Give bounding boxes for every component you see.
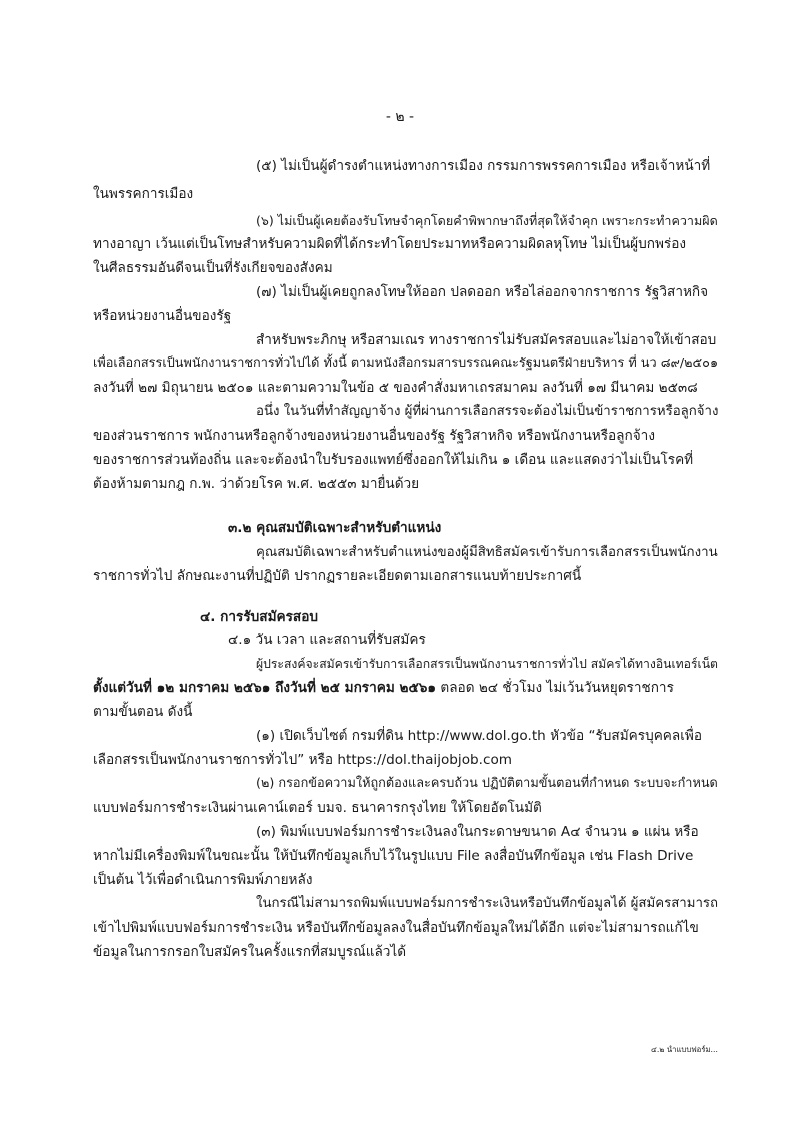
contract-clause-line-2: ของส่วนราชการ พนักงานหรือลูกจ้างของหน่วยงานอื่นของรัฐ รัฐวิสาหกิจ หรือพนักงานหรือลูกจ้าง	[93, 428, 655, 444]
application-period-rest: ตลอด ๒๔ ชั่วโมง ไม่เว้นวันหยุดราชการ	[436, 680, 674, 696]
step-3-line-2: หากไม่มีเครื่องพิมพ์ในขณะนั้น ให้บันทึกข้อมูลเก็บไว้ในรูปแบบ File ลงสื่อบันทึกข้อมูล เช่น Flash Drive	[93, 848, 694, 864]
qualification-line-1: คุณสมบัติเฉพาะสำหรับตำแหน่งของผู้มีสิทธิสมัครเข้ารับการเลือกสรรเป็นพนักงาน	[256, 545, 718, 560]
qualification-line-2: ราชการทั่วไป ลักษณะงานที่ปฏิบัติ ปรากฏรายละเอียดตามเอกสารแนบท้ายประกาศนี้	[93, 568, 582, 584]
criterion-6-line-1: (๖) ไม่เป็นผู้เคยต้องรับโทษจำคุกโดยคำพิพากษาถึงที่สุดให้จำคุก เพราะกระทำความผิด	[256, 213, 718, 228]
criterion-6-line-3: ในศีลธรรมอันดีจนเป็นที่รังเกียจของสังคม	[93, 260, 333, 276]
step-2-line-1: (๒) กรอกข้อความให้ถูกต้องและครบถ้วน ปฏิบัติตามขั้นตอนที่กำหนด ระบบจะกำหนด	[256, 776, 718, 791]
step-1-line-2: เลือกสรรเป็นพนักงานราชการทั่วไป” หรือ https://dol.thaijobjob.com	[93, 752, 513, 768]
criterion-6-line-2: ทางอาญา เว้นแต่เป็นโทษสำหรับความผิดที่ได้กระทำโดยประมาทหรือความผิดลหุโทษ ไม่เป็นผู้บกพร่อง	[93, 236, 687, 252]
note-line-2: เข้าไปพิมพ์แบบฟอร์มการชำระเงิน หรือบันทึกข้อมูลลงในสื่อบันทึกข้อมูลใหม่ได้อีก แต่จะไม่สามารถแก้ไข	[93, 920, 699, 936]
step-2-line-2: แบบฟอร์มการชำระเงินผ่านเคาน์เตอร์ บมจ. ธนาคารกรุงไทย ให้โดยอัตโนมัติ	[93, 800, 542, 816]
contract-clause-line-4: ต้องห้ามตามกฎ ก.พ. ว่าด้วยโรค พ.ศ. ๒๕๕๓ มายื่นด้วย	[93, 476, 420, 492]
section-3-2-heading: ๓.๒ คุณสมบัติเฉพาะสำหรับตำแหน่ง	[228, 520, 442, 536]
application-line-3: ตามขั้นตอน ดังนี้	[93, 704, 193, 720]
criterion-7-line-1: (๗) ไม่เป็นผู้เคยถูกลงโทษให้ออก ปลดออก หรือไล่ออกจากราชการ รัฐวิสาหกิจ	[256, 284, 709, 300]
application-period: ตั้งแต่วันที่ ๑๒ มกราคม ๒๕๖๑ ถึงวันที่ ๒๕ มกราคม ๒๕๖๑	[93, 680, 437, 696]
section-4-1-heading: ๔.๑ วัน เวลา และสถานที่รับสมัคร	[228, 632, 426, 648]
criterion-5-line-2: ในพรรคการเมือง	[93, 186, 194, 202]
section-4-heading: ๔. การรับสมัครสอบ	[200, 609, 319, 625]
step-3-line-3: เป็นต้น ไว้เพื่อดำเนินการพิมพ์ภายหลัง	[93, 872, 313, 888]
application-line-1: ผู้ประสงค์จะสมัครเข้ารับการเลือกสรรเป็นพนักงานราชการทั่วไป สมัครได้ทางอินเทอร์เน็ต	[256, 657, 718, 671]
note-line-1: ในกรณีไม่สามารถพิมพ์แบบฟอร์มการชำระเงินหรือบันทึกข้อมูลได้ ผู้สมัครสามารถ	[256, 896, 719, 911]
page-number: - ๒ -	[385, 109, 415, 125]
step-1-line-1: (๑) เปิดเว็บไซต์ กรมที่ดิน http://www.dol.go.th หัวข้อ “รับสมัครบุคคลเพื่อ	[256, 728, 702, 744]
criterion-7-line-2: หรือหน่วยงานอื่นของรัฐ	[93, 308, 232, 324]
step-3-line-1: (๓) พิมพ์แบบฟอร์มการชำระเงินลงในกระดาษขนาด A๔ จำนวน ๑ แผ่น หรือ	[256, 824, 699, 840]
monk-clause-line-1: สำหรับพระภิกษุ หรือสามเณร ทางราชการไม่รับสมัครสอบและไม่อาจให้เข้าสอบ	[256, 332, 717, 348]
application-line-2	[93, 679, 674, 697]
monk-clause-line-2: เพื่อเลือกสรรเป็นพนักงานราชการทั่วไปได้ ทั้งนี้ ตามหนังสือกรมสารบรรณคณะรัฐมนตรีฝ่ายบริหาร ที่ นว ๘๙/๒๕๐๑	[93, 356, 719, 371]
monk-clause-line-3: ลงวันที่ ๒๗ มิถุนายน ๒๕๐๑ และตามความในข้อ ๕ ของคำสั่งมหาเถรสมาคม ลงวันที่ ๑๗ มีนาคม ๒๕๓๘	[93, 380, 698, 396]
contract-clause-line-3: ของราชการส่วนท้องถิ่น และจะต้องนำใบรับรองแพทย์ซึ่งออกให้ไม่เกิน ๑ เดือน และแสดงว่าไม่เป็นโรคที่	[93, 452, 694, 468]
contract-clause-line-1: อนึ่ง ในวันที่ทำสัญญาจ้าง ผู้ที่ผ่านการเลือกสรรจะต้องไม่เป็นข้าราชการหรือลูกจ้าง	[256, 404, 719, 419]
criterion-5-line-1: (๕) ไม่เป็นผู้ดำรงตำแหน่งทางการเมือง กรรมการพรรคการเมือง หรือเจ้าหน้าที่	[256, 158, 711, 174]
continuation-marker: ๔.๒ นำแบบฟอร์ม...	[651, 1045, 718, 1054]
note-line-3: ข้อมูลในการกรอกใบสมัครในครั้งแรกที่สมบูรณ์แล้วได้	[93, 944, 407, 960]
